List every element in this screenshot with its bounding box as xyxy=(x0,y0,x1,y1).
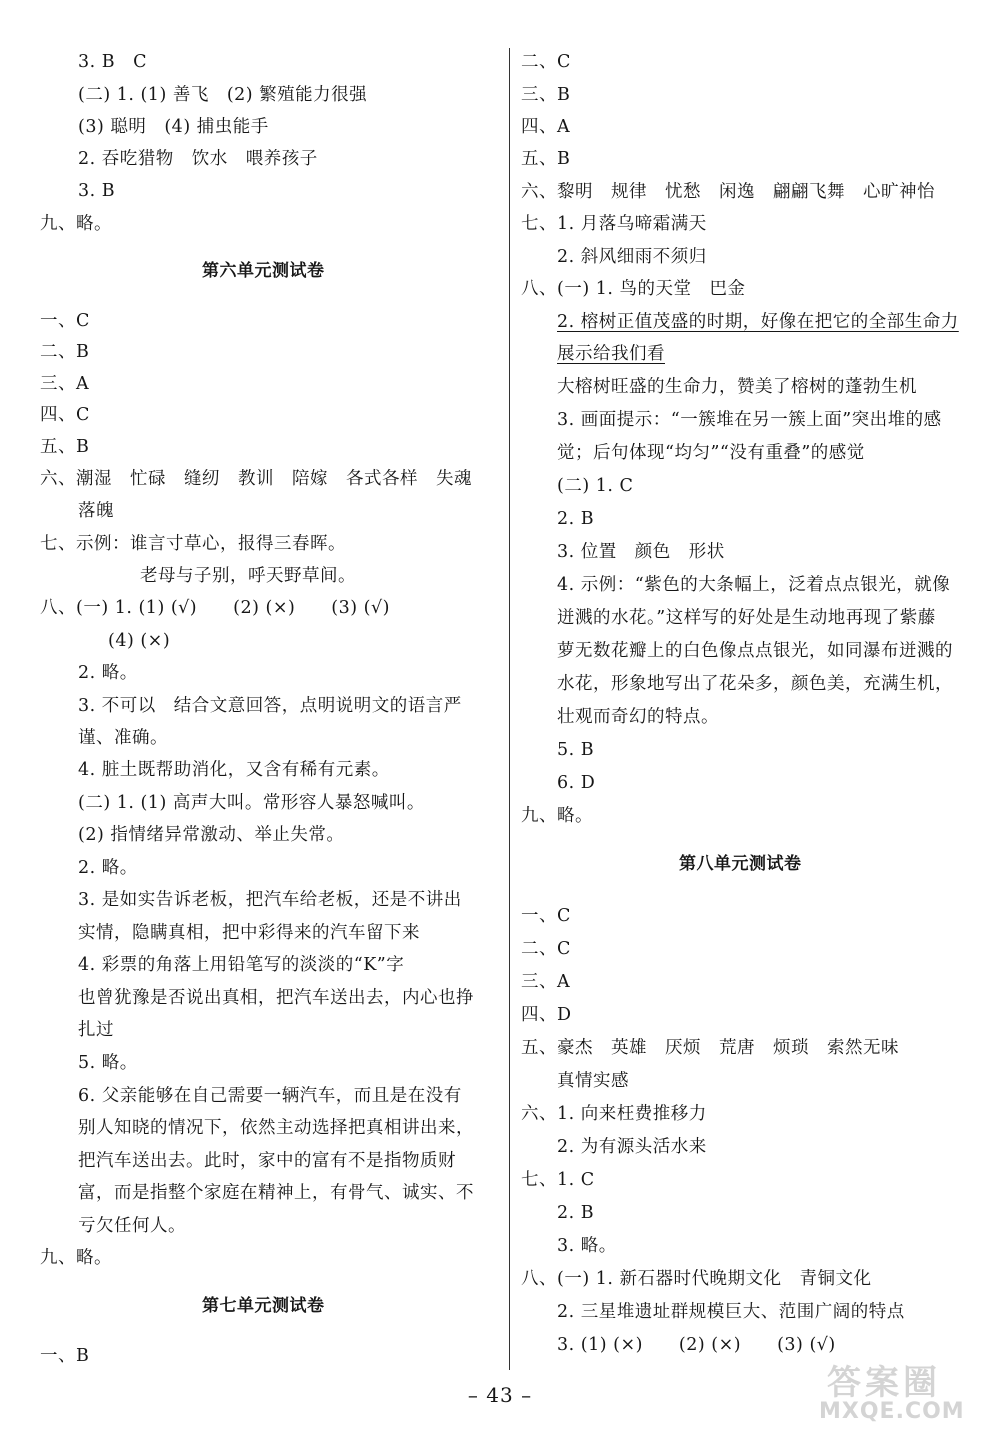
text-line: 亏欠任何人。 xyxy=(78,1216,186,1236)
column-divider xyxy=(509,48,510,1370)
text-line: 六、潮湿 忙碌 缝纫 教训 陪嫁 各式各样 失魂 xyxy=(40,469,472,489)
section-title: 第六单元测试卷 xyxy=(202,261,325,281)
text-line: 迸溅的水花。”这样写的好处是生动地再现了紫藤 xyxy=(557,608,936,628)
watermark-url: MXQE.COM xyxy=(819,1399,965,1424)
text-line: 三、A xyxy=(40,374,90,394)
text-line: 3. (1) (×) (2) (×) (3) (√) xyxy=(557,1335,836,1355)
text-line: 觉；后句体现“均匀”“没有重叠”的感觉 xyxy=(557,443,865,463)
text-line: 2. 略。 xyxy=(78,858,138,878)
text-line: 一、C xyxy=(521,906,571,926)
text-line: 一、B xyxy=(40,1346,90,1366)
text-line: 扎过 xyxy=(78,1020,114,1040)
text-line: 七、示例：谁言寸草心，报得三春晖。 xyxy=(40,534,346,554)
text-line: 真情实感 xyxy=(557,1071,629,1091)
text-line: 3. 是如实告诉老板，把汽车给老板，还是不讲出 xyxy=(78,890,462,910)
text-line: 2. 三星堆遗址群规模巨大、范围广阔的特点 xyxy=(557,1302,905,1322)
text-line: 3. B C xyxy=(78,52,148,72)
text-line: (二) 1. C xyxy=(557,476,634,496)
text-line: 3. B xyxy=(78,181,116,201)
text-line: (3) 聪明 (4) 捕虫能手 xyxy=(78,117,269,137)
text-line: 4. 示例：“紫色的大条幅上，泛着点点银光，就像 xyxy=(557,575,951,595)
text-line: 富，而是指整个家庭在精神上，有骨气、诚实、不 xyxy=(78,1183,474,1203)
watermark-logo xyxy=(805,1355,990,1435)
text-line: 大榕树旺盛的生命力，赞美了榕树的蓬勃生机 xyxy=(557,377,917,397)
text-line: 4. 彩票的角落上用铅笔写的淡淡的“K”字 xyxy=(78,955,405,975)
text-line: 四、D xyxy=(521,1005,572,1025)
text-line: 别人知晓的情况下，依然主动选择把真相讲出来， xyxy=(78,1118,474,1138)
text-line: 2. 略。 xyxy=(78,663,138,683)
text-line: 七、1. C xyxy=(521,1170,595,1190)
text-line: 2. 斜风细雨不须归 xyxy=(557,247,707,267)
text-line: 落魄 xyxy=(78,501,114,521)
text-line: 五、B xyxy=(40,437,90,457)
text-line: 5. 略。 xyxy=(78,1053,138,1073)
text-line: 四、C xyxy=(40,405,90,425)
text-line: 九、略。 xyxy=(521,806,593,826)
text-line: 八、(一) 1. 鸟的天堂 巴金 xyxy=(521,279,746,299)
text-line: 六、黎明 规律 忧愁 闲逸 翩翩飞舞 心旷神怡 xyxy=(521,182,935,202)
text-line: 2. B xyxy=(557,509,595,529)
text-line: 一、C xyxy=(40,311,90,331)
text-line: 三、A xyxy=(521,972,571,992)
text-line: 实情，隐瞒真相，把中彩得来的汽车留下来 xyxy=(78,923,420,943)
text-line: 6. 父亲能够在自己需要一辆汽车，而且是在没有 xyxy=(78,1086,462,1106)
text-line: 六、1. 向来枉费推移力 xyxy=(521,1104,707,1124)
text-line: 也曾犹豫是否说出真相，把汽车送出去，内心也挣 xyxy=(78,988,474,1008)
text-line: 3. 画面提示：“一簇堆在另一簇上面”突出堆的感 xyxy=(557,410,942,430)
text-line: 九、略。 xyxy=(40,214,112,234)
text-line: 八、(一) 1. 新石器时代晚期文化 青铜文化 xyxy=(521,1269,872,1289)
text-line-underlined: 2. 榕树正值茂盛的时期，好像在把它的全部生命力 xyxy=(557,312,959,332)
text-line: (二) 1. (1) 善飞 (2) 繁殖能力很强 xyxy=(78,85,368,105)
text-line: 五、豪杰 英雄 厌烦 荒唐 烦琐 索然无味 xyxy=(521,1038,899,1058)
text-line: 6. D xyxy=(557,773,596,793)
text-line: 4. 脏土既帮助消化，又含有稀有元素。 xyxy=(78,760,390,780)
section-title: 第七单元测试卷 xyxy=(202,1296,325,1316)
text-line: 把汽车送出去。此时，家中的富有不是指物质财 xyxy=(78,1151,456,1171)
text-line-underlined: 展示给我们看 xyxy=(557,344,665,364)
text-line: 二、C xyxy=(521,52,571,72)
watermark-text: 答案圈 xyxy=(827,1363,941,1403)
text-line: 萝无数花瓣上的白色像点点银光，如同瀑布迸溅的 xyxy=(557,641,953,661)
text-line: 3. 位置 颜色 形状 xyxy=(557,542,725,562)
text-line: 老母与子别，呼天野草间。 xyxy=(140,566,356,586)
text-line: (4) (×) xyxy=(108,631,171,651)
text-line: 2. 吞吃猎物 饮水 喂养孩子 xyxy=(78,149,318,169)
text-line: 八、(一) 1. (1) (√) (2) (×) (3) (√) xyxy=(40,598,390,618)
text-line: 二、C xyxy=(521,939,571,959)
text-line: 壮观而奇幻的特点。 xyxy=(557,707,719,727)
text-line: 2. 为有源头活水来 xyxy=(557,1137,707,1157)
text-line: (二) 1. (1) 高声大叫。常形容人暴怒喊叫。 xyxy=(78,793,425,813)
text-line: 四、A xyxy=(521,117,571,137)
text-line: 二、B xyxy=(40,342,90,362)
text-line: 五、B xyxy=(521,149,571,169)
text-line: 七、1. 月落乌啼霜满天 xyxy=(521,214,707,234)
section-title: 第八单元测试卷 xyxy=(679,854,802,874)
text-line: 3. 略。 xyxy=(557,1236,617,1256)
text-line: 九、略。 xyxy=(40,1248,112,1268)
text-line: 5. B xyxy=(557,740,595,760)
text-line: (2) 指情绪异常激动、举止失常。 xyxy=(78,825,345,845)
text-line: 2. B xyxy=(557,1203,595,1223)
text-line: 水花，形象地写出了花朵多，颜色美，充满生机， xyxy=(557,674,953,694)
page-number: – 43 – xyxy=(467,1383,533,1407)
text-line: 谨、准确。 xyxy=(78,728,168,748)
text-line: 3. 不可以 结合文意回答，点明说明文的语言严 xyxy=(78,696,462,716)
text-line: 三、B xyxy=(521,85,571,105)
